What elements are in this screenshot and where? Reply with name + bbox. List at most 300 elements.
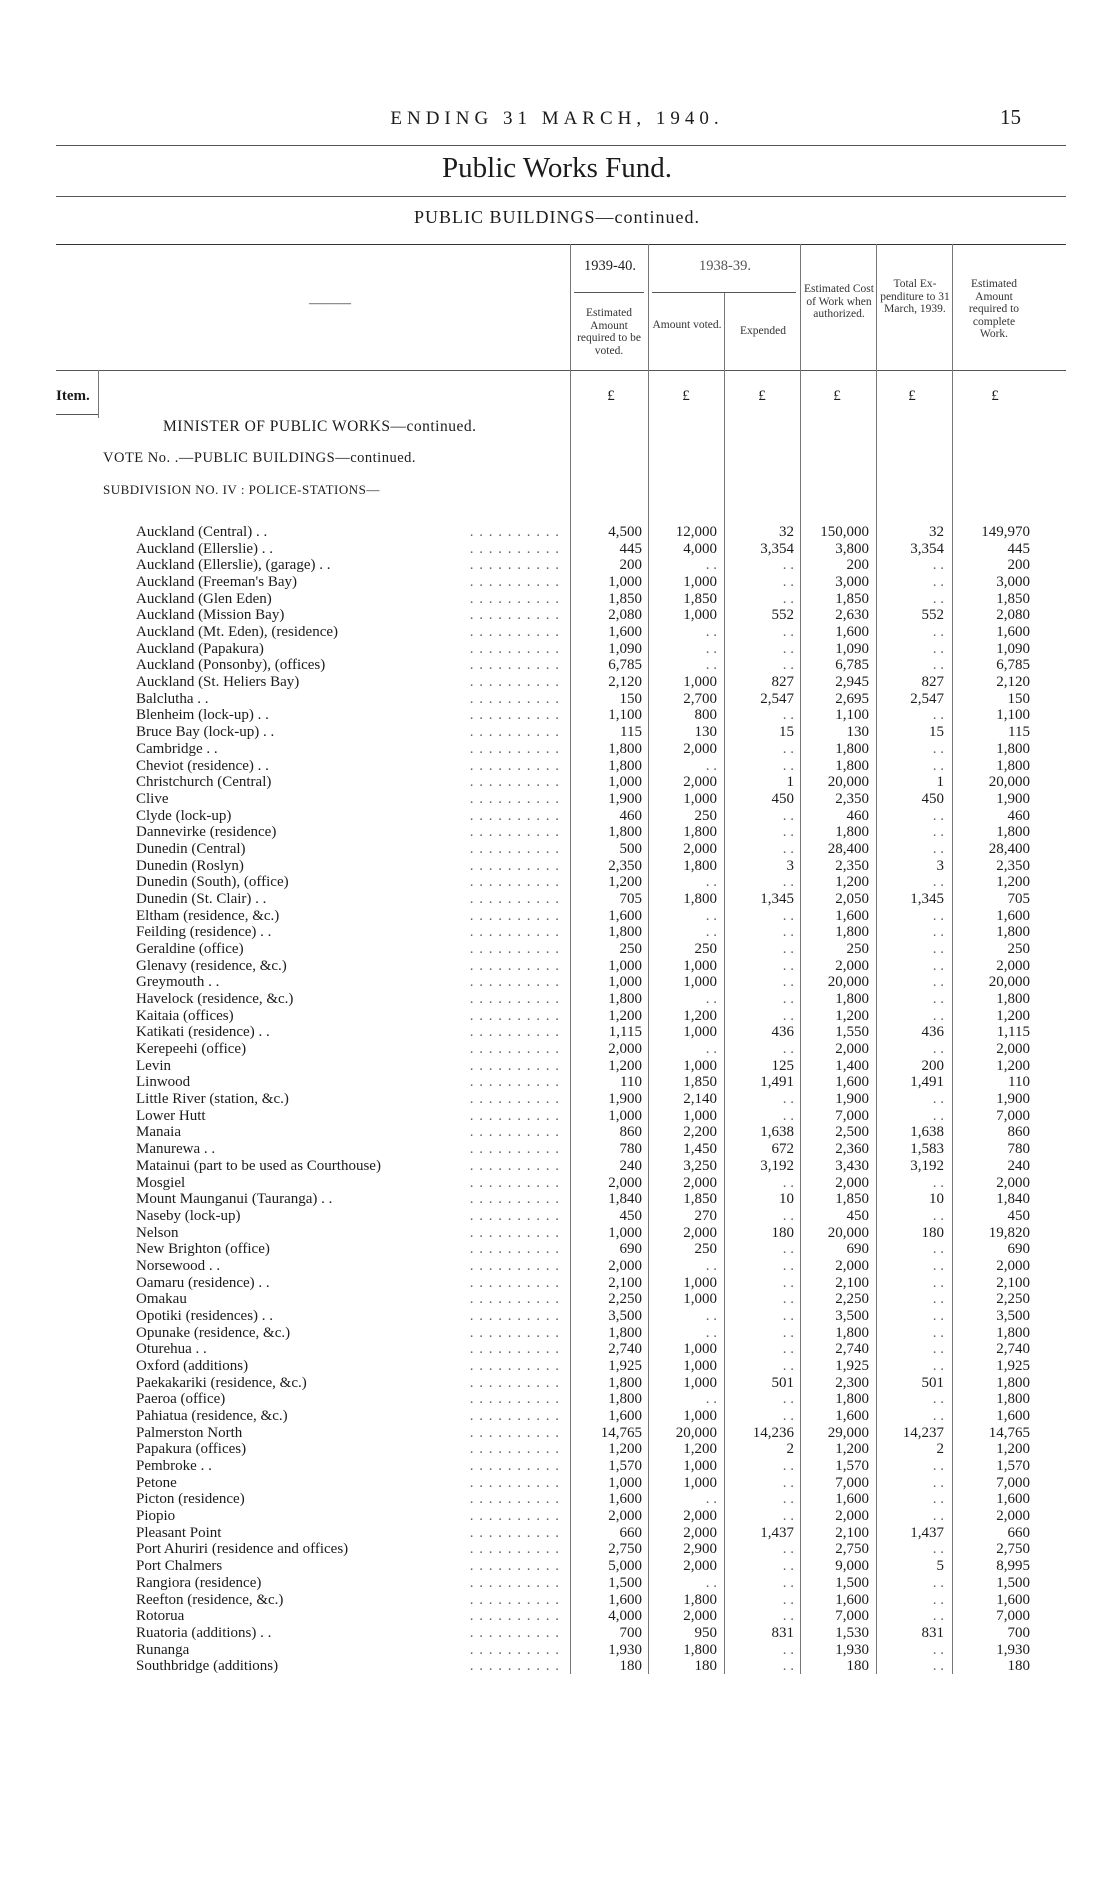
- expended-1938: 2,547: [760, 690, 794, 707]
- leader-dots: . . . . . . . . . .: [469, 1291, 560, 1308]
- estimated-cost: 1,800: [835, 924, 869, 941]
- estimated-amount-1939: 2,120: [608, 674, 642, 691]
- total-expenditure: . .: [932, 1174, 944, 1191]
- estimated-to-complete: 200: [1007, 557, 1030, 574]
- amount-voted-1938: . .: [705, 757, 717, 774]
- table-row: [0, 1158, 1114, 1175]
- row-name: Reefton (residence, &c.): [136, 1592, 287, 1609]
- estimated-to-complete: 2,350: [996, 857, 1030, 874]
- expended-1938: 3,354: [760, 540, 794, 557]
- estimated-cost: 1,550: [835, 1024, 869, 1041]
- expended-1938: . .: [782, 707, 794, 724]
- estimated-to-complete: 20,000: [988, 774, 1030, 791]
- total-expenditure: . .: [932, 1307, 944, 1324]
- running-header: ENDING 31 MARCH, 1940.: [390, 108, 724, 129]
- leader-dots: . . . . . . . . . .: [469, 1024, 560, 1041]
- total-expenditure: . .: [932, 1341, 944, 1358]
- estimated-to-complete: 1,900: [996, 1091, 1030, 1108]
- leader-dots: . . . . . . . . . .: [469, 1191, 560, 1208]
- estimated-amount-1939: 1,600: [608, 1491, 642, 1508]
- leader-dots: . . . . . . . . . .: [469, 1207, 560, 1224]
- total-expenditure: 450: [921, 790, 944, 807]
- table-row: [0, 1041, 1114, 1058]
- amount-voted-1938: . .: [705, 1257, 717, 1274]
- table-row: [0, 591, 1114, 608]
- amount-voted-1938: 1,850: [683, 1191, 717, 1208]
- row-name: Petone: [136, 1475, 181, 1492]
- estimated-amount-1939: 1,800: [608, 757, 642, 774]
- estimated-cost: 3,000: [835, 574, 869, 591]
- amount-voted-1938: 2,000: [683, 840, 717, 857]
- estimated-amount-1939: 240: [619, 1157, 642, 1174]
- leader-dots: . . . . . . . . . .: [469, 807, 560, 824]
- table-row: [0, 958, 1114, 975]
- expended-1938: 1,491: [760, 1074, 794, 1091]
- row-name: Papakura (offices): [136, 1441, 250, 1458]
- estimated-cost: 1,800: [835, 824, 869, 841]
- table-row: [0, 1258, 1114, 1275]
- total-expenditure: . .: [932, 941, 944, 957]
- estimated-amount-1939: 1,000: [608, 774, 642, 791]
- row-name: Balclutha . .: [136, 691, 212, 708]
- amount-voted-1938: 1,000: [683, 1458, 717, 1475]
- total-expenditure: 32: [929, 524, 944, 540]
- expended-1938: . .: [782, 1541, 794, 1558]
- estimated-cost: 1,530: [835, 1624, 869, 1641]
- amount-voted-1938: 12,000: [675, 524, 717, 540]
- amount-voted-1938: 130: [694, 724, 717, 741]
- amount-voted-1938: 3,250: [683, 1157, 717, 1174]
- table-row: [0, 1541, 1114, 1558]
- amount-voted-1938: 2,000: [683, 1524, 717, 1541]
- expended-1938: . .: [782, 1341, 794, 1358]
- row-name: Little River (station, &c.): [136, 1091, 293, 1108]
- estimated-to-complete: 1,800: [996, 991, 1030, 1008]
- row-name: Paekakariki (residence, &c.): [136, 1375, 311, 1392]
- table-row: [0, 1575, 1114, 1592]
- table-row: [0, 1558, 1114, 1575]
- total-expenditure: . .: [932, 657, 944, 674]
- estimated-cost: 2,300: [835, 1374, 869, 1391]
- table-row: [0, 1141, 1114, 1158]
- row-name: Auckland (Ponsonby), (offices): [136, 657, 329, 674]
- total-expenditure: . .: [932, 1324, 944, 1341]
- leader-dots: . . . . . . . . . .: [469, 974, 560, 991]
- estimated-to-complete: 1,800: [996, 1324, 1030, 1341]
- amount-voted-1938: 1,800: [683, 890, 717, 907]
- expended-1938: 3,192: [760, 1157, 794, 1174]
- estimated-to-complete: 1,600: [996, 624, 1030, 641]
- amount-voted-1938: 1,000: [683, 1374, 717, 1391]
- expended-1938: . .: [782, 1174, 794, 1191]
- estimated-to-complete: 2,000: [996, 957, 1030, 974]
- leader-dots: . . . . . . . . . .: [469, 1007, 560, 1024]
- table-row: [0, 974, 1114, 991]
- total-expenditure: . .: [932, 1591, 944, 1608]
- estimated-cost: 1,500: [835, 1574, 869, 1591]
- leader-dots: . . . . . . . . . .: [469, 590, 560, 607]
- row-name: Lower Hutt: [136, 1108, 210, 1125]
- expended-1938: . .: [782, 1558, 794, 1575]
- table-row: [0, 524, 1114, 541]
- table-row: [0, 1024, 1114, 1041]
- leader-dots: . . . . . . . . . .: [469, 1641, 560, 1658]
- estimated-amount-1939: 2,080: [608, 607, 642, 624]
- amount-voted-1938: 4,000: [683, 540, 717, 557]
- leader-dots: . . . . . . . . . .: [469, 1524, 560, 1541]
- estimated-to-complete: 250: [1007, 941, 1030, 957]
- amount-voted-1938: 1,000: [683, 674, 717, 691]
- expended-1938: . .: [782, 1491, 794, 1508]
- row-name: Port Ahuriri (residence and offices): [136, 1541, 352, 1558]
- expended-1938: . .: [782, 907, 794, 924]
- leader-dots: . . . . . . . . . .: [469, 1458, 560, 1475]
- row-name: Dunedin (Central): [136, 841, 250, 858]
- estimated-cost: 2,000: [835, 1174, 869, 1191]
- table-row: [0, 858, 1114, 875]
- amount-voted-1938: 180: [694, 1658, 717, 1675]
- table-row: [0, 1391, 1114, 1408]
- year-1938-rule: [652, 292, 796, 293]
- table-row: [0, 924, 1114, 941]
- table-row: [0, 607, 1114, 624]
- estimated-to-complete: 110: [1008, 1074, 1030, 1091]
- estimated-to-complete: 3,000: [996, 574, 1030, 591]
- estimated-amount-1939: 1,800: [608, 824, 642, 841]
- leader-dots: . . . . . . . . . .: [469, 1307, 560, 1324]
- estimated-amount-1939: 1,090: [608, 640, 642, 657]
- estimated-to-complete: 180: [1007, 1658, 1030, 1675]
- estimated-amount-1939: 500: [619, 840, 642, 857]
- amount-voted-1938: 1,000: [683, 1057, 717, 1074]
- estimated-to-complete: 1,200: [996, 1007, 1030, 1024]
- table-row: [0, 1625, 1114, 1642]
- expended-1938: 831: [771, 1624, 794, 1641]
- estimated-to-complete: 690: [1007, 1241, 1030, 1258]
- table-row: [0, 908, 1114, 925]
- total-expenditure: 552: [921, 607, 944, 624]
- table-row: [0, 1291, 1114, 1308]
- row-name: Cambridge . .: [136, 741, 222, 758]
- estimated-cost: 2,360: [835, 1141, 869, 1158]
- estimated-amount-1939: 1,930: [608, 1641, 642, 1658]
- table-row: [0, 1008, 1114, 1025]
- expended-1938: . .: [782, 624, 794, 641]
- estimated-amount-1939: 1,000: [608, 574, 642, 591]
- estimated-amount-1939: 2,100: [608, 1274, 642, 1291]
- estimated-cost: 2,695: [835, 690, 869, 707]
- total-expenditure: . .: [932, 574, 944, 591]
- estimated-cost: 2,050: [835, 890, 869, 907]
- amount-voted-1938: . .: [705, 657, 717, 674]
- expended-1938: . .: [782, 1641, 794, 1658]
- estimated-cost: 1,400: [835, 1057, 869, 1074]
- estimated-to-complete: 2,000: [996, 1508, 1030, 1525]
- estimated-to-complete: 3,500: [996, 1307, 1030, 1324]
- expended-1938: 32: [779, 524, 794, 540]
- total-expenditure: . .: [932, 807, 944, 824]
- expended-1938: . .: [782, 840, 794, 857]
- expended-1938: . .: [782, 1358, 794, 1374]
- estimated-amount-1939: 150: [619, 690, 642, 707]
- col-header-estimated-cost: Estimated Cost of Work when authorized.: [804, 283, 874, 320]
- estimated-cost: 460: [846, 807, 869, 824]
- table-row: [0, 1058, 1114, 1075]
- total-expenditure: 15: [929, 724, 944, 741]
- row-name: Manaia: [136, 1124, 185, 1141]
- leader-dots: . . . . . . . . . .: [469, 924, 560, 941]
- table-row: [0, 1341, 1114, 1358]
- leader-dots: . . . . . . . . . .: [469, 690, 560, 707]
- leader-dots: . . . . . . . . . .: [469, 707, 560, 724]
- estimated-to-complete: 780: [1007, 1141, 1030, 1158]
- total-expenditure: 827: [921, 674, 944, 691]
- leader-dots: . . . . . . . . . .: [469, 1041, 560, 1058]
- table-row: [0, 1475, 1114, 1492]
- leader-dots: . . . . . . . . . .: [469, 1491, 560, 1508]
- expended-1938: . .: [782, 1091, 794, 1108]
- expended-1938: 1,638: [760, 1124, 794, 1141]
- pound-sign: £: [833, 388, 841, 404]
- total-expenditure: . .: [932, 1091, 944, 1108]
- amount-voted-1938: . .: [705, 624, 717, 641]
- total-expenditure: 2: [936, 1441, 944, 1458]
- estimated-to-complete: 1,800: [996, 824, 1030, 841]
- amount-voted-1938: 1,800: [683, 1591, 717, 1608]
- estimated-cost: 2,630: [835, 607, 869, 624]
- row-name: Auckland (Glen Eden): [136, 591, 276, 608]
- total-expenditure: . .: [932, 924, 944, 941]
- estimated-cost: 2,500: [835, 1124, 869, 1141]
- total-expenditure: . .: [932, 1291, 944, 1308]
- leader-dots: . . . . . . . . . .: [469, 657, 560, 674]
- leader-dots: . . . . . . . . . .: [469, 1124, 560, 1141]
- row-name: Port Chalmers: [136, 1558, 226, 1575]
- estimated-cost: 6,785: [835, 657, 869, 674]
- year-1938-label: 1938-39.: [699, 258, 751, 274]
- total-expenditure: . .: [932, 991, 944, 1008]
- estimated-amount-1939: 4,000: [608, 1608, 642, 1625]
- table-row: [0, 1375, 1114, 1392]
- amount-voted-1938: . .: [705, 874, 717, 891]
- estimated-cost: 180: [846, 1658, 869, 1675]
- estimated-to-complete: 1,600: [996, 1408, 1030, 1425]
- col-header-expended: Expended: [740, 325, 786, 337]
- table-row: [0, 1275, 1114, 1292]
- total-expenditure: . .: [932, 907, 944, 924]
- amount-voted-1938: 2,700: [683, 690, 717, 707]
- estimated-to-complete: 700: [1007, 1624, 1030, 1641]
- row-name: Bruce Bay (lock-up) . .: [136, 724, 278, 741]
- total-expenditure: 2,547: [910, 690, 944, 707]
- estimated-cost: 200: [846, 557, 869, 574]
- amount-voted-1938: 1,850: [683, 1074, 717, 1091]
- estimated-cost: 1,090: [835, 640, 869, 657]
- estimated-amount-1939: 1,900: [608, 1091, 642, 1108]
- leader-dots: . . . . . . . . . .: [469, 640, 560, 657]
- amount-voted-1938: 250: [694, 1241, 717, 1258]
- leader-dots: . . . . . . . . . .: [469, 1558, 560, 1575]
- estimated-amount-1939: 1,925: [608, 1358, 642, 1374]
- expended-1938: . .: [782, 1274, 794, 1291]
- estimated-to-complete: 240: [1007, 1157, 1030, 1174]
- total-expenditure: . .: [932, 1508, 944, 1525]
- leader-dots: . . . . . . . . . .: [469, 1508, 560, 1525]
- estimated-amount-1939: 2,350: [608, 857, 642, 874]
- total-expenditure: . .: [932, 640, 944, 657]
- estimated-to-complete: 19,820: [988, 1224, 1030, 1241]
- estimated-cost: 1,200: [835, 1441, 869, 1458]
- expended-1938: . .: [782, 1658, 794, 1675]
- row-name: Clyde (lock-up): [136, 808, 235, 825]
- estimated-to-complete: 149,970: [981, 524, 1030, 540]
- amount-voted-1938: 270: [694, 1207, 717, 1224]
- table-row: [0, 624, 1114, 641]
- leader-dots: . . . . . . . . . .: [469, 824, 560, 841]
- expended-1938: . .: [782, 807, 794, 824]
- estimated-amount-1939: 445: [619, 540, 642, 557]
- row-name: Southbridge (additions): [136, 1658, 282, 1675]
- estimated-amount-1939: 250: [619, 941, 642, 957]
- amount-voted-1938: 1,000: [683, 607, 717, 624]
- table-row: [0, 657, 1114, 674]
- total-expenditure: . .: [932, 1541, 944, 1558]
- leader-dots: . . . . . . . . . .: [469, 1057, 560, 1074]
- estimated-to-complete: 705: [1007, 890, 1030, 907]
- amount-voted-1938: 2,000: [683, 740, 717, 757]
- estimated-amount-1939: 1,200: [608, 1441, 642, 1458]
- expended-1938: . .: [782, 874, 794, 891]
- table-row: [0, 1241, 1114, 1258]
- estimated-amount-1939: 1,800: [608, 1391, 642, 1408]
- total-expenditure: 200: [921, 1057, 944, 1074]
- leader-dots: . . . . . . . . . .: [469, 1441, 560, 1458]
- expended-1938: 2: [786, 1441, 794, 1458]
- leader-dots: . . . . . . . . . .: [469, 1157, 560, 1174]
- total-expenditure: . .: [932, 1257, 944, 1274]
- expended-1938: . .: [782, 924, 794, 941]
- leader-dots: . . . . . . . . . .: [469, 941, 560, 957]
- estimated-to-complete: 1,500: [996, 1574, 1030, 1591]
- amount-voted-1938: 1,000: [683, 1408, 717, 1425]
- estimated-amount-1939: 1,800: [608, 1374, 642, 1391]
- estimated-cost: 7,000: [835, 1107, 869, 1124]
- expended-1938: 827: [771, 674, 794, 691]
- total-expenditure: . .: [932, 1641, 944, 1658]
- estimated-to-complete: 1,600: [996, 1591, 1030, 1608]
- total-expenditure: 1,491: [910, 1074, 944, 1091]
- row-name: Dunedin (South), (office): [136, 874, 293, 891]
- estimated-cost: 2,000: [835, 1041, 869, 1058]
- estimated-to-complete: 1,900: [996, 790, 1030, 807]
- estimated-amount-1939: 460: [619, 807, 642, 824]
- total-expenditure: 3,192: [910, 1157, 944, 1174]
- table-row: [0, 1441, 1114, 1458]
- total-expenditure: . .: [932, 1107, 944, 1124]
- row-name: Manurewa . .: [136, 1141, 219, 1158]
- row-name: Runanga: [136, 1642, 193, 1659]
- total-expenditure: . .: [932, 1574, 944, 1591]
- table-row: [0, 1358, 1114, 1375]
- expended-1938: . .: [782, 1508, 794, 1525]
- total-expenditure: . .: [932, 824, 944, 841]
- item-underline: [56, 414, 98, 415]
- total-expenditure: . .: [932, 707, 944, 724]
- row-name: Kaitaia (offices): [136, 1008, 238, 1025]
- table-row: [0, 557, 1114, 574]
- row-name: Palmerston North: [136, 1425, 246, 1442]
- pound-sign: £: [908, 388, 916, 404]
- expended-1938: 1: [786, 774, 794, 791]
- table-top-rule: [56, 244, 1066, 245]
- estimated-cost: 1,800: [835, 757, 869, 774]
- leader-dots: . . . . . . . . . .: [469, 1324, 560, 1341]
- leader-dots: . . . . . . . . . .: [469, 557, 560, 574]
- estimated-to-complete: 1,850: [996, 590, 1030, 607]
- leader-dots: . . . . . . . . . .: [469, 1074, 560, 1091]
- row-name: Auckland (Ellerslie) . .: [136, 541, 277, 558]
- total-expenditure: . .: [932, 1491, 944, 1508]
- leader-dots: . . . . . . . . . .: [469, 574, 560, 591]
- estimated-cost: 2,250: [835, 1291, 869, 1308]
- estimated-amount-1939: 1,200: [608, 1057, 642, 1074]
- leader-dots: . . . . . . . . . .: [469, 1474, 560, 1491]
- estimated-cost: 1,600: [835, 1591, 869, 1608]
- amount-voted-1938: 2,000: [683, 774, 717, 791]
- row-name: Levin: [136, 1058, 175, 1075]
- amount-voted-1938: 250: [694, 941, 717, 957]
- leader-dots: . . . . . . . . . .: [469, 1141, 560, 1158]
- total-expenditure: . .: [932, 1274, 944, 1291]
- row-name: Auckland (Mission Bay): [136, 607, 288, 624]
- col-header-total-expenditure: Total Ex-penditure to 31 March, 1939.: [880, 278, 950, 315]
- expended-1938: 552: [771, 607, 794, 624]
- amount-voted-1938: 950: [694, 1624, 717, 1641]
- estimated-cost: 1,600: [835, 907, 869, 924]
- estimated-to-complete: 1,800: [996, 1391, 1030, 1408]
- total-expenditure: 3: [936, 857, 944, 874]
- expended-1938: . .: [782, 1474, 794, 1491]
- estimated-to-complete: 1,930: [996, 1641, 1030, 1658]
- expended-1938: 15: [779, 724, 794, 741]
- estimated-to-complete: 2,740: [996, 1341, 1030, 1358]
- estimated-to-complete: 2,080: [996, 607, 1030, 624]
- estimated-amount-1939: 660: [619, 1524, 642, 1541]
- expended-1938: 1,437: [760, 1524, 794, 1541]
- row-name: New Brighton (office): [136, 1241, 274, 1258]
- amount-voted-1938: . .: [705, 1491, 717, 1508]
- estimated-to-complete: 1,800: [996, 1374, 1030, 1391]
- table-row: [0, 741, 1114, 758]
- estimated-to-complete: 6,785: [996, 657, 1030, 674]
- amount-voted-1938: 800: [694, 707, 717, 724]
- estimated-amount-1939: 860: [619, 1124, 642, 1141]
- row-name: Matainui (part to be used as Courthouse): [136, 1158, 385, 1175]
- row-name: Rotorua: [136, 1608, 188, 1625]
- row-name: Dunedin (St. Clair) . .: [136, 891, 270, 908]
- amount-voted-1938: 1,200: [683, 1441, 717, 1458]
- leader-dots: . . . . . . . . . .: [469, 1574, 560, 1591]
- expended-1938: 10: [779, 1191, 794, 1208]
- amount-voted-1938: 1,000: [683, 957, 717, 974]
- row-name: Norsewood . .: [136, 1258, 224, 1275]
- total-expenditure: . .: [932, 1474, 944, 1491]
- estimated-amount-1939: 1,800: [608, 1324, 642, 1341]
- total-expenditure: . .: [932, 1241, 944, 1258]
- expended-1938: . .: [782, 1408, 794, 1425]
- amount-voted-1938: . .: [705, 991, 717, 1008]
- expended-1938: . .: [782, 557, 794, 574]
